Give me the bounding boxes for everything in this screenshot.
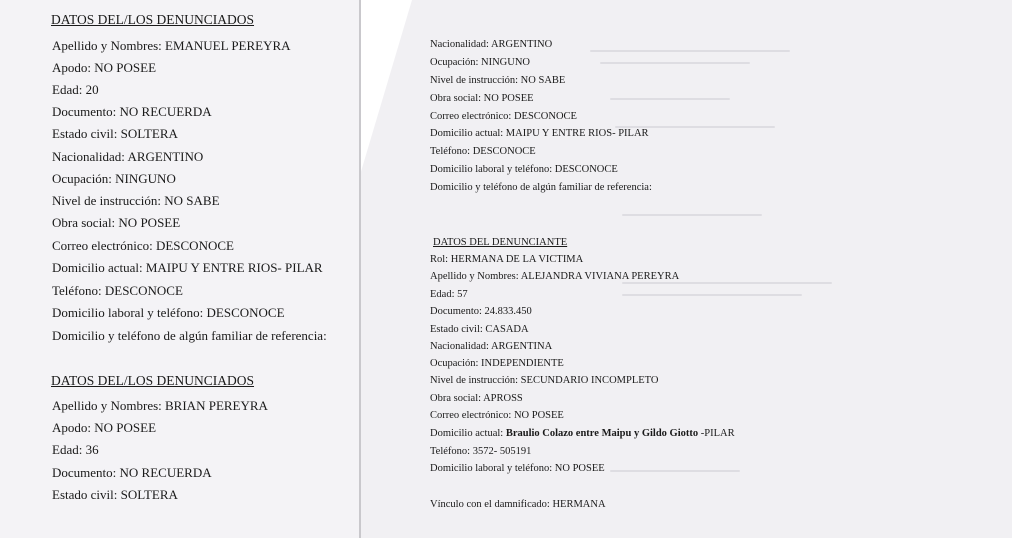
field-nivel-instruccion: Nivel de instrucción: NO SABE — [52, 193, 220, 208]
field-edad: Edad: 20 — [52, 82, 99, 97]
section-heading-denunciados-1: DATOS DEL/LOS DENUNCIADOS — [51, 12, 255, 27]
field-telefono: Teléfono: DESCONOCE — [52, 283, 183, 298]
field-domicilio-laboral: Domicilio laboral y teléfono: NO POSEE — [430, 463, 605, 474]
field-apodo: Apodo: NO POSEE — [52, 420, 157, 435]
field-obra-social: Obra social: NO POSEE — [430, 93, 534, 104]
field-vinculo: Vínculo con el damnificado: HERMANA — [430, 499, 606, 510]
field-nacionalidad: Nacionalidad: ARGENTINO — [430, 39, 553, 50]
field-apellido-nombres: Apellido y Nombres: EMANUEL PEREYRA — [52, 38, 291, 53]
page-margin — [1012, 0, 1024, 538]
field-correo: Correo electrónico: DESCONOCE — [430, 111, 577, 122]
field-domicilio — [430, 428, 735, 439]
page-fold — [359, 0, 361, 538]
field-documento: Documento: NO RECUERDA — [52, 104, 212, 119]
field-nivel-instruccion: Nivel de instrucción: SECUNDARIO INCOMPLETO — [430, 375, 659, 386]
field-domicilio-laboral: Domicilio laboral y teléfono: DESCONOCE — [52, 305, 285, 320]
field-nivel-instruccion: Nivel de instrucción: NO SABE — [430, 75, 566, 86]
field-estado-civil: Estado civil: SOLTERA — [52, 487, 178, 502]
field-documento: Documento: NO RECUERDA — [52, 465, 212, 480]
field-obra-social: Obra social: APROSS — [430, 393, 523, 404]
domicilio-suffix: -PILAR — [698, 428, 735, 439]
field-edad: Edad: 57 — [430, 289, 468, 300]
field-ocupacion: Ocupación: NINGUNO — [430, 57, 531, 68]
field-rol: Rol: HERMANA DE LA VICTIMA — [430, 254, 584, 265]
field-telefono: Teléfono: 3572- 505191 — [430, 446, 532, 457]
field-ocupacion: Ocupación: NINGUNO — [52, 171, 176, 186]
field-apodo: Apodo: NO POSEE — [52, 60, 157, 75]
field-apellido-nombres: Apellido y Nombres: BRIAN PEREYRA — [52, 398, 268, 413]
field-estado-civil: Estado civil: SOLTERA — [52, 126, 178, 141]
field-obra-social: Obra social: NO POSEE — [52, 215, 181, 230]
domicilio-value: Braulio Colazo entre Maipu y Gildo Giotto — [505, 428, 699, 439]
field-domicilio: Domicilio actual: MAIPU Y ENTRE RIOS- PILAR — [52, 260, 323, 275]
field-telefono: Teléfono: DESCONOCE — [430, 146, 536, 157]
field-familiar-referencia: Domicilio y teléfono de algún familiar de referencia: — [52, 328, 327, 343]
field-nacionalidad: Nacionalidad: ARGENTINA — [430, 341, 553, 352]
field-correo: Correo electrónico: NO POSEE — [430, 410, 564, 421]
field-domicilio: Domicilio actual: MAIPU Y ENTRE RIOS- PILAR — [430, 128, 649, 139]
section-heading-denunciante: DATOS DEL DENUNCIANTE — [433, 237, 568, 248]
section-heading-denunciados-2: DATOS DEL/LOS DENUNCIADOS — [51, 373, 255, 388]
domicilio-label: Domicilio actual: — [430, 428, 506, 439]
field-documento: Documento: 24.833.450 — [430, 306, 532, 317]
field-correo: Correo electrónico: DESCONOCE — [52, 238, 234, 253]
field-familiar-referencia: Domicilio y teléfono de algún familiar de referencia: — [430, 182, 652, 193]
field-nacionalidad: Nacionalidad: ARGENTINO — [52, 149, 204, 164]
field-estado-civil: Estado civil: CASADA — [430, 324, 529, 335]
field-ocupacion: Ocupación: INDEPENDIENTE — [430, 358, 564, 369]
field-apellido-nombres: Apellido y Nombres: ALEJANDRA VIVIANA PEREYRA — [430, 271, 680, 282]
field-domicilio-laboral: Domicilio laboral y teléfono: DESCONOCE — [430, 164, 618, 175]
field-edad: Edad: 36 — [52, 442, 99, 457]
